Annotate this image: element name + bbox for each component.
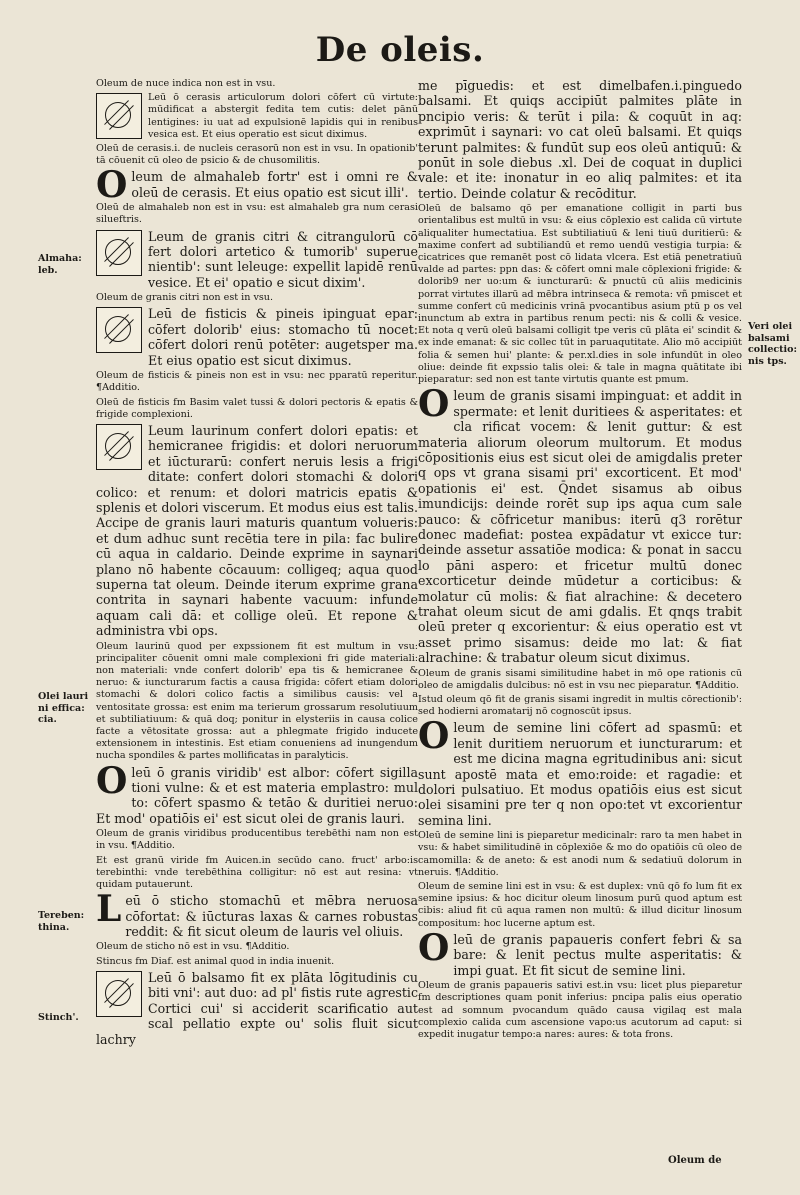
left-entry-4 (96, 164, 418, 207)
page-title: De oleis. (315, 30, 485, 70)
entry-text: Oleum de granis sisami similitudine habet in mō ope rationis cū oleo de amigdalis dulcibus: nō est in vsu nec pieparatur. ¶Additio. (418, 667, 742, 691)
entry-text: Leum laurinum confert dolori epatis: et hemicranee frigidis: et dolori neruorum et iūcturarū: confert neruis lesis a frigi ditate: confert dolori stomachi & dolori colico: et renum: et dolori matricis epatis & splenis et dolori viscerum. Et modus eius est talis. Accipe de granis lauri maturis quantum volueris: et dum adhuc sunt recētia tere in pila: fac bulire cū aqua in caldario. Deinde exprime in saynari plano nō habente cōcauum: colligeq; aqua quod superna tat oleum. Deinde iterum exprime grana contrita in saynari habente vacuum: infunde aquam cali dā: et collige oleū. Et repone & administra vbi ops. (96, 422, 418, 639)
woodcut-initial-icon (96, 424, 142, 470)
left-entry-5 (96, 202, 418, 226)
right-entry-2 (418, 203, 742, 386)
entry-text: Leū de fisticis & pineis ipinguat epar: cōfert dolorib' eius: stomacho tū nocet: cōfert dolori renū potēter: augetsper ma. Et eius opatio est sicut diximus. (148, 306, 418, 368)
right-entry-1 (418, 78, 742, 201)
left-entry-8 (96, 306, 418, 368)
left-entry-2 (96, 92, 418, 141)
entry-text: Leū ō sticho stomachū et mēbra neruosa cōfortat: & iūcturas laxas & carnes robustas reddit: & fit sicut oleum de lauris vel oliuis. (96, 888, 418, 940)
margin-note-stinch: Stinch'. (38, 1012, 79, 1023)
right-entry-10 (418, 980, 742, 1041)
left-entry-16 (96, 888, 418, 940)
entry-text: Oleum de nuce indica non est in vsu. (96, 78, 276, 89)
margin-note-almahaleb: Almaha: leb. (38, 253, 82, 276)
left-column (96, 78, 418, 1049)
right-entry-8 (418, 881, 742, 930)
entry-text: Oleū de fisticis fm Basim valet tussi & dolori pectoris & epatis & frigide complexioni. (96, 396, 418, 420)
entry-text: Oleum laurinū quod per expssionem fit est multum in vsu: principaliter cōuenit omni male complexioni fri gide materiali: non materiali: vnde confert dolorib' epa tis & hemicranee & neruo: & iuncturarum factis a causa frigida: cōfert etiam dolori stomachi & dolori colico factis a similibus causis: vel a ventositate grossa: est enim ma terierum grossarum resolutiuum et subtiliatiuum: & quā doq; ponitur in elysteriis in causa colice facte a vētositate grossa: aut a phlegmate frigido inducete extensionem in intestinis. Est etiam conueniens ad inungendum nucha spondiles & partes mollificatas in paralyticis. (96, 640, 418, 762)
entry-text: Istud oleum qō fit de granis sisami ingredit in multis cōrectionib': sed hodierni aromatarij nō cognoscūt ipsus. (418, 694, 742, 718)
left-entry-9 (96, 370, 418, 394)
woodcut-initial-icon (96, 971, 142, 1017)
left-entry-15 (96, 855, 418, 892)
woodcut-initial-icon (96, 307, 142, 353)
entry-text: me pīguedis: et est dimelbafen.i.pinguedo balsami. Et quiqs accipiūt palmites plāte in pncipio veris: & terūt i pila: & coquūt in aq: exprimūt i saynari: vo cat oleū balsami. Et quiqs terunt palmites: & fundūt sup eos oleū antiquū: & ponūt in sole diebus .xl. Dei de coquat in duplici vale: et ite: inonatur in eo aliq palmites: et ita tertio. Deinde colatur & recōditur. (418, 78, 742, 201)
left-entry-18 (96, 956, 418, 968)
left-entry-3 (96, 143, 418, 167)
right-entry-9 (418, 926, 742, 978)
left-entry-14 (96, 828, 418, 852)
entry-text: Oleū de granis papaueris confert febri & sa bare: & lenit pectus multe asperitatis: & impi guat. Et fit sicut de semine lini. (418, 926, 742, 978)
left-entry-17 (96, 941, 418, 953)
entry-text: Oleum de sticho nō est in vsu. ¶Additio. (96, 941, 290, 953)
entry-text: Oleum de granis citri non est in vsu. (96, 292, 274, 304)
entry-text: Et est granū viride fm Auicen.in secūdo cano. fruct' arbo:is terebinthi: vnde terebēthina colligitur: nō est aut resina: vt quidam putauerunt. (96, 854, 418, 891)
woodcut-initial-icon (96, 93, 142, 139)
entry-text: Oleū de almahaleb non est in vsu: est almahaleb gra num cerasi silueftris. (96, 202, 418, 226)
entry-text: Oleum de semine lini cōfert ad spasmū: et lenit duritiem neruorum et iuncturarum: et est me dicina magna egritudinibus ani: sicut sunt apostē mata et emo:roide: et ragadie: et dolori pulsatiuo. Et modus opatiōis eius est sicut olei sisamini pre ter q non opo:tet vt excorientur semina lini. (418, 715, 742, 828)
left-entry-19 (96, 970, 418, 1047)
margin-note-olei-laurini: Olei lauri ni effica: cia. (38, 691, 89, 725)
entry-text: Oleum de granis papaueris sativi est.in vsu: licet plus pieparetur fm descriptiones quam ponit inferius: pncipa palis eius operatio est ad somnum pvocandum quādo causa vigilaq est mala complexio calida cum ascensione vapo:us acutorum ad caput: si expedit inugatur tempo:a nares: aures: & tota frons. (418, 980, 742, 1040)
entry-text: Oleum de granis viridibus producentibus terebēthi nam non est in vsu. ¶Additio. (96, 828, 418, 852)
right-column (418, 78, 742, 1043)
right-entry-3 (418, 383, 742, 666)
catchword: Oleum de (668, 1155, 722, 1166)
left-entry-7 (96, 292, 418, 304)
entry-text: Oleum de semine lini est in vsu: & est duplex: vnū qō fo lum fit ex semine ipsius: & hoc dicitur oleum linosum purū quod aptum est cibis: aliud fit cū aqua ramen non multū: & illud dicitur linosum compositum: hoc lucerne aptum est. (418, 881, 742, 929)
entry-text: Oleum de almahaleb fortr' est i omni re & oleū de cerasis. Et eius opatio est sicut illi'. (96, 164, 418, 207)
left-entry-11 (96, 423, 418, 639)
entry-text: Stincus fm Diaf. est animal quod in india inuenit. (96, 955, 335, 967)
margin-note-terebenthina: Tereben: thina. (38, 910, 85, 933)
entry-text: Oleū ō granis viridib' est albor: cōfert sigilla tioni vulne: & et est materia emplastro: mul to: cōfert spasmo & tetāo & duritiei neruo: Et mod' opatiōis ei' est sicut olei de granis lauri. (96, 759, 418, 826)
right-entry-4 (418, 668, 742, 692)
entry-text: Oleū de cerasis.i. de nucleis cerasorū non est in vsu. In opationib' tā cōuenit cū oleo de psicio & de chusomilitis. (96, 143, 418, 167)
entry-text: Oleū de semine lini is pieparetur medicinalr: raro ta men habet in vsu: & habet similitudinē in cōplexiōe & mo do opatiōis cū oleo de camomilla: & de aneto: & est anodi num & sedatiuū dolorum in neruis. ¶Additio. (418, 830, 742, 878)
left-entry-6 (96, 229, 418, 291)
entry-text: Oleum de fisticis & pineis non est in vsu: nec pparatū reperitur. ¶Additio. (96, 370, 418, 394)
right-entry-7 (418, 830, 742, 879)
left-entry-12 (96, 641, 418, 763)
entry-text: Leū ō balsamo fit ex plāta lōgitudinis cu biti vni': aut duo: ad pl' fistis rute agrestic Cortici cui' si acciderit scarificatio aut scal pellatio expte ou' solis fluit sicut lachry (96, 969, 418, 1047)
woodcut-initial-icon (96, 230, 142, 276)
left-entry-13 (96, 759, 418, 827)
margin-note-balsami: Veri olei balsami collectio: nis tps. (748, 321, 798, 367)
entry-text: Leū ō cerasis articulorum dolori cōfert cū virtute: mūdificat a abstergit fedita tem cutis: delet pānū lentigines: iu uat ad expulsionē lapidis qui in renibus vesica est. Et eius operatio est sicut diximus. (148, 92, 418, 140)
left-entry-1 (96, 78, 418, 90)
entry-text: Oleum de granis sisami impinguat: et addit in spermate: et lenit duritiees & asperitates: et cla rificat vocem: & lenit guttur: & est materia aliorum oleorum multorum. Et modus cōpositionis eius est sicut olei de amigdalis preter q ops vt grana sisami pri' excorticent. Et mod' opationis ei' est. Q̄ndet sisamus ab oibus imundicijs: deinde rorēt sup ips aqua cum sale pauco: & cōfricetur manibus: iterū q3 rorētur donec madefiat: postea expādatur vt exicce tur: deinde assetur assatiōe modica: & ponat in saccu lo pāni aspero: et fricetur multū donec excorticetur deinde mūdetur a corticibus: & molatur cū molis: & fiat alrachine: & decetero trahat oleum sicut de ami gdalis. Et qnqs trabit oleū preter q excorientur: & eius operatio est vt asset primo sisamus: deide mo lat: & fiat alrachine: & trabatur oleum sicut diximus. (418, 383, 742, 666)
right-entry-6 (418, 715, 742, 828)
entry-text: Leum de granis citri & citrangulorū cō fert dolori artetico & tumorib' superue nientib': sunt leleuge: expellit lapidē renū vesice. Et ei' opatio e sicut dixim'. (148, 228, 418, 290)
left-entry-10 (96, 397, 418, 421)
entry-text: Oleū de balsamo qō per emanatione colligit in parti bus orientalibus est multū in vsu: & eius cōplexio est calida cū virtute aliqualiter humectatiua. Est subtiliatiuū & leni tiuū duritierū: & maxime confert ad subtiliandū et remo uendū vestigia turpia: & cicatrices que remanēt post cō lidata vlcera. Est etiā penetratiuū valde ad partes: ppn das: & cōfert omni male cōplexioni frigide: & dolorib9 ner uo:um & iuncturarū: & pnuctū cū aliis medicinis porrat virtutes illarū ad mēbra intrinseca & remota: vñ pmiscet et summe confert cū medicinis vrinā pvocantibus asium ptū p os vel inunctum ab extra in partibus renum pecti: nis & colli & vesice. Et nota q verū oleū balsami colligit tpe veris cū plāta ei' scindit & ex inde emanat: & sic collec tūt in paruaqutitate. Alio mō accipiūt folia & semen hui' plante: & per.xl.dies in sole infundūt in oleo oliue: deinde fit expssio talis olei: & tale in magna quātitate ibi pieparatur: sed non est tante virtutis quante est pmum. (418, 203, 742, 386)
right-entry-5 (418, 694, 742, 718)
